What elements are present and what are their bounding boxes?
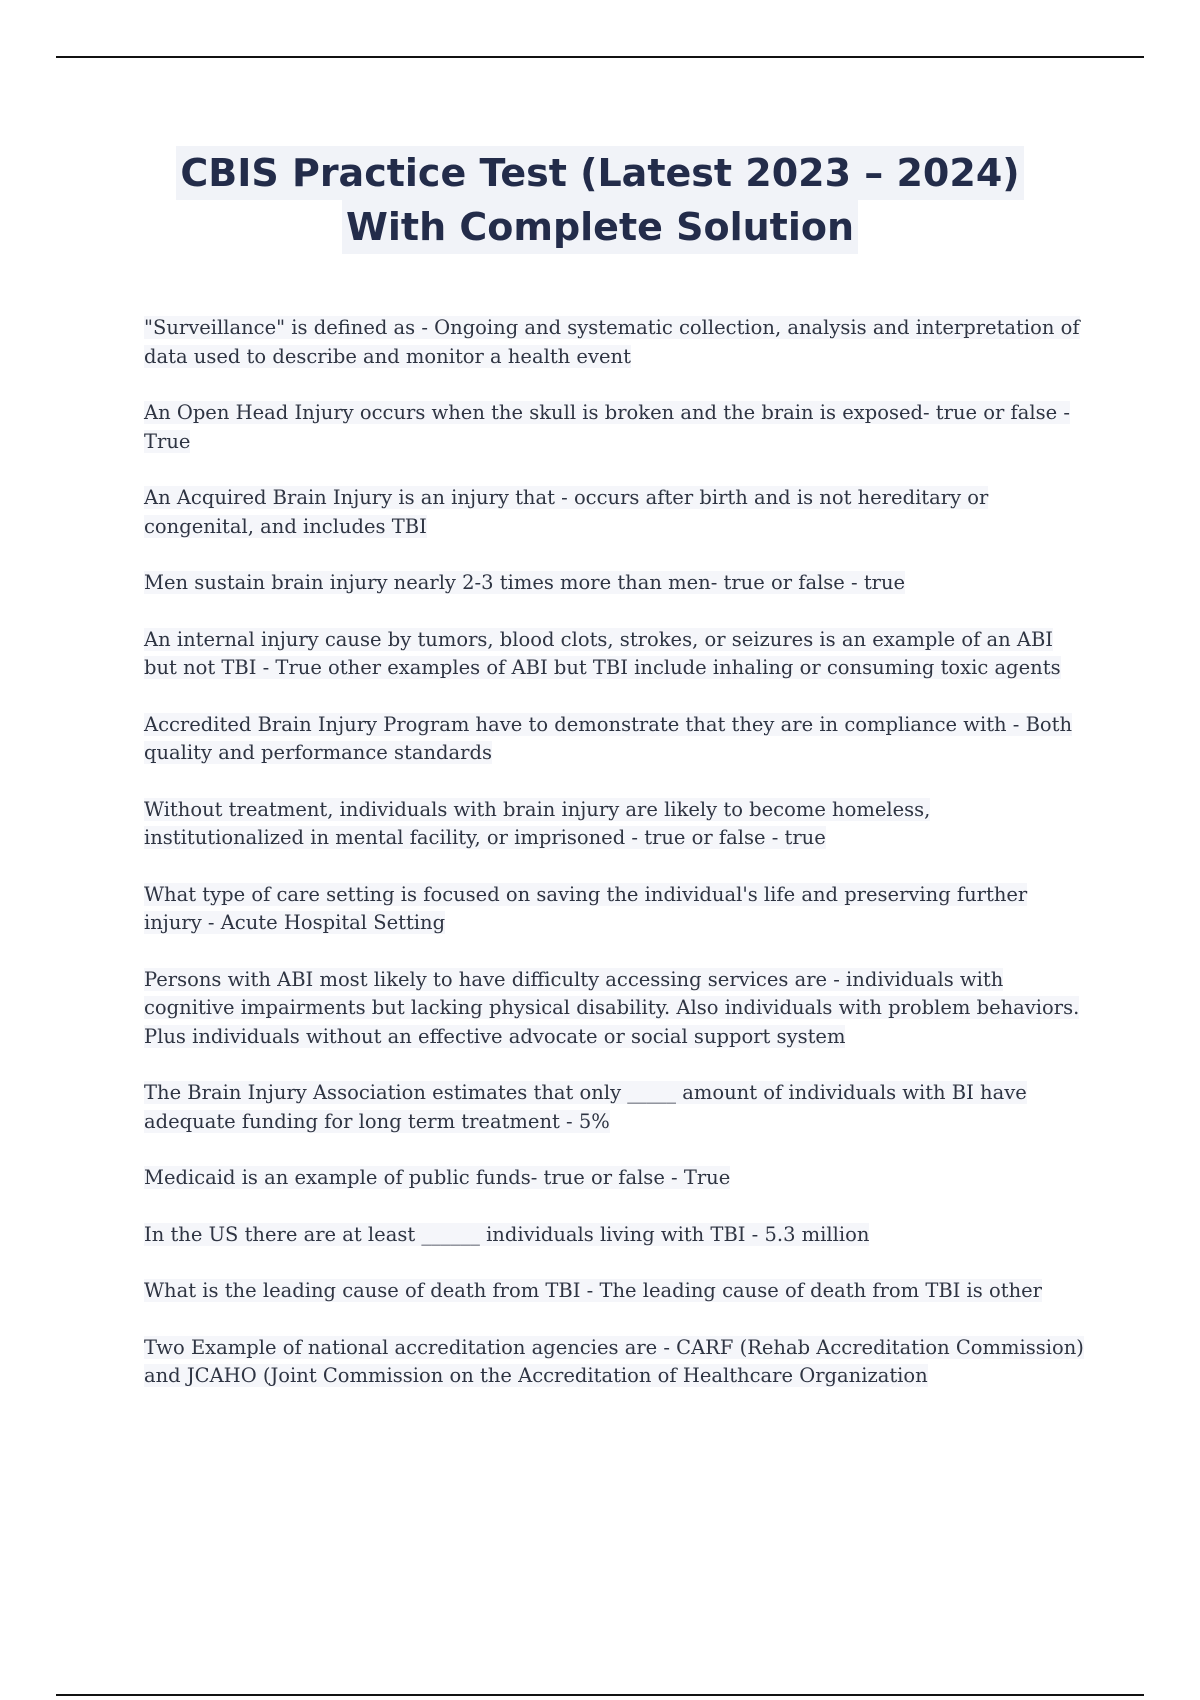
page-title [0, 146, 1200, 254]
header-divider [56, 56, 1144, 58]
qa-item: An internal injury cause by tumors, blood clots, strokes, or seizures is an example of an ABI but not TBI - True other examples of ABI but TBI include inhaling or consuming toxic agents [144, 627, 1061, 679]
qa-item: Persons with ABI most likely to have difficulty accessing services are - individuals with cognitive impairments but lacking physical disability. Also individuals with problem behaviors. Plus individuals without an effective advocate or social support system [144, 967, 1080, 1048]
qa-item: Accredited Brain Injury Program have to demonstrate that they are in compliance with - Both quality and performance standards [144, 712, 1073, 764]
qa-item: The Brain Injury Association estimates that only _____ amount of individuals with BI have adequate funding for long term treatment - 5% [144, 1081, 1027, 1133]
qa-item: Medicaid is an example of public funds- true or false - True [144, 1166, 731, 1189]
qa-item: Two Example of national accreditation agencies are - CARF (Rehab Accreditation Commission) and JCAHO (Joint Commission on the Accreditation of Healthcare Organization [144, 1335, 1084, 1387]
title-line-2: With Complete Solution [342, 200, 858, 254]
qa-item: In the US there are at least ______ individuals living with TBI - 5.3 million [144, 1222, 870, 1246]
qa-item: What type of care setting is focused on saving the individual's life and preserving further injury - Acute Hospital Setting [144, 882, 1028, 934]
footer-divider [56, 1694, 1144, 1696]
qa-item: "Surveillance" is defined as - Ongoing and systematic collection, analysis and interpretation of data used to describe and monitor a health event [144, 316, 1080, 368]
question-answer-list [144, 314, 1084, 1419]
qa-item: Without treatment, individuals with brain injury are likely to become homeless, institutionalized in mental facility, or imprisoned - true or false - true [144, 797, 931, 849]
qa-item: Men sustain brain injury nearly 2-3 times more than men- true or false - true [144, 571, 906, 594]
title-line-1: CBIS Practice Test (Latest 2023 – 2024) [176, 146, 1023, 200]
qa-item: What is the leading cause of death from TBI - The leading cause of death from TBI is other [144, 1279, 1042, 1302]
qa-item: An Open Head Injury occurs when the skull is broken and the brain is exposed- true or false - True [144, 401, 1070, 453]
qa-item: An Acquired Brain Injury is an injury that - occurs after birth and is not hereditary or congenital, and includes TBI [144, 486, 989, 538]
